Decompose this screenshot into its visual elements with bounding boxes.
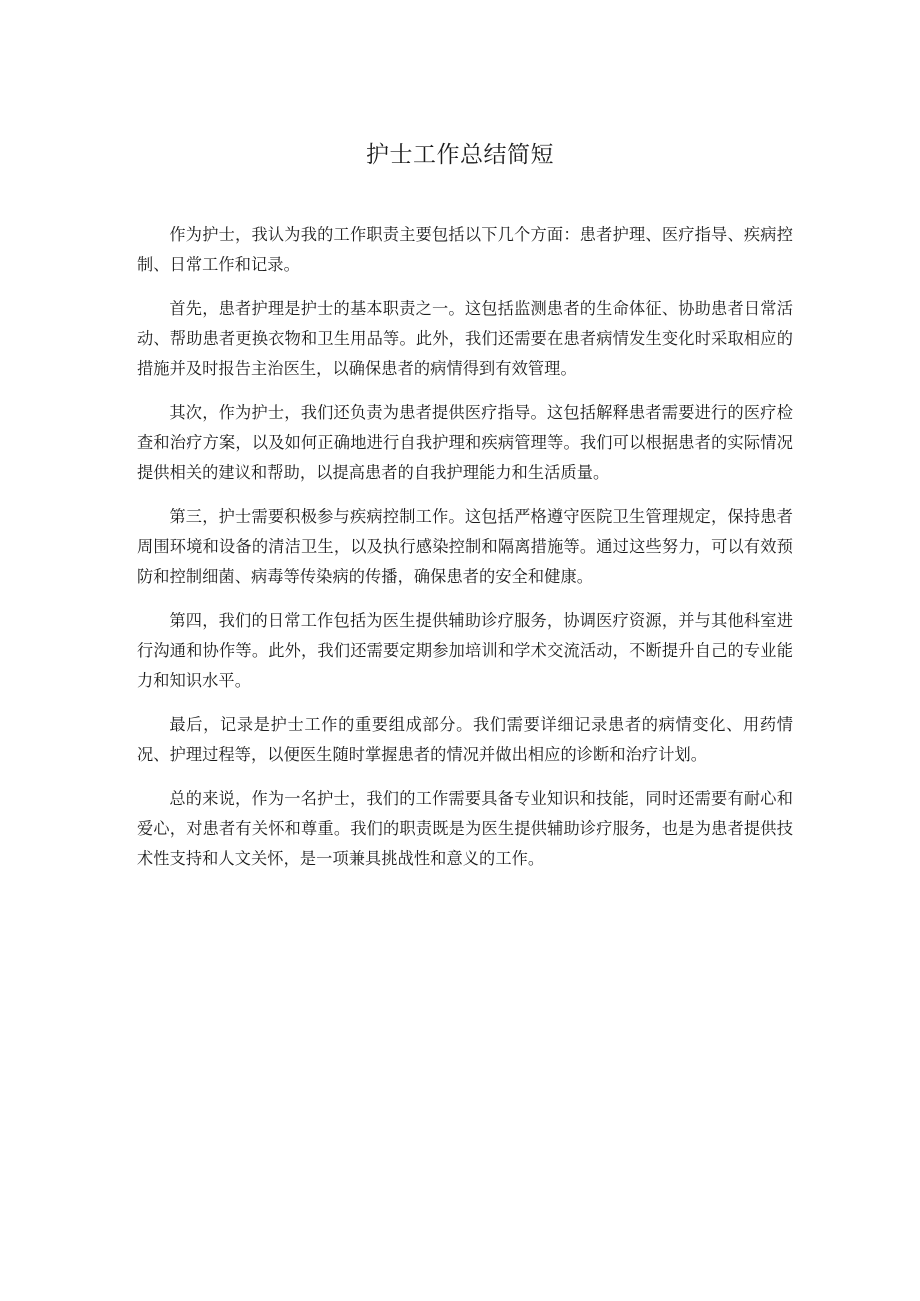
paragraph-patient-care: 首先，患者护理是护士的基本职责之一。这包括监测患者的生命体征、协助患者日常活动、帮助患者更换衣物和卫生用品等。此外，我们还需要在患者病情发生变化时采取相应的措施并及时报告主治医生，以确保患者的病情得到有效管理。 bbox=[137, 299, 793, 378]
paragraph-daily-work: 第四，我们的日常工作包括为医生提供辅助诊疗服务，协调医疗资源，并与其他科室进行沟通和协作等。此外，我们还需要定期参加培训和学术交流活动，不断提升自己的专业能力和知识水平。 bbox=[137, 611, 793, 690]
paragraph-disease-control: 第三，护士需要积极参与疾病控制工作。这包括严格遵守医院卫生管理规定，保持患者周围环境和设备的清洁卫生，以及执行感染控制和隔离措施等。通过这些努力，可以有效预防和控制细菌、病毒等传染病的传播，确保患者的安全和健康。 bbox=[137, 507, 793, 586]
paragraph-conclusion: 总的来说，作为一名护士，我们的工作需要具备专业知识和技能，同时还需要有耐心和爱心，对患者有关怀和尊重。我们的职责既是为医生提供辅助诊疗服务，也是为患者提供技术性支持和人文关怀，是一项兼具挑战性和意义的工作。 bbox=[137, 789, 793, 868]
document-body bbox=[137, 220, 793, 888]
paragraph-records: 最后，记录是护士工作的重要组成部分。我们需要详细记录患者的病情变化、用药情况、护理过程等，以便医生随时掌握患者的情况并做出相应的诊断和治疗计划。 bbox=[137, 715, 793, 764]
document-title: 护士工作总结简短 bbox=[366, 142, 554, 168]
paragraph-intro: 作为护士，我认为我的工作职责主要包括以下几个方面：患者护理、医疗指导、疾病控制、日常工作和记录。 bbox=[137, 225, 793, 274]
paragraph-medical-guidance: 其次，作为护士，我们还负责为患者提供医疗指导。这包括解释患者需要进行的医疗检查和治疗方案，以及如何正确地进行自我护理和疾病管理等。我们可以根据患者的实际情况提供相关的建议和帮助，以提高患者的自我护理能力和生活质量。 bbox=[137, 403, 793, 482]
